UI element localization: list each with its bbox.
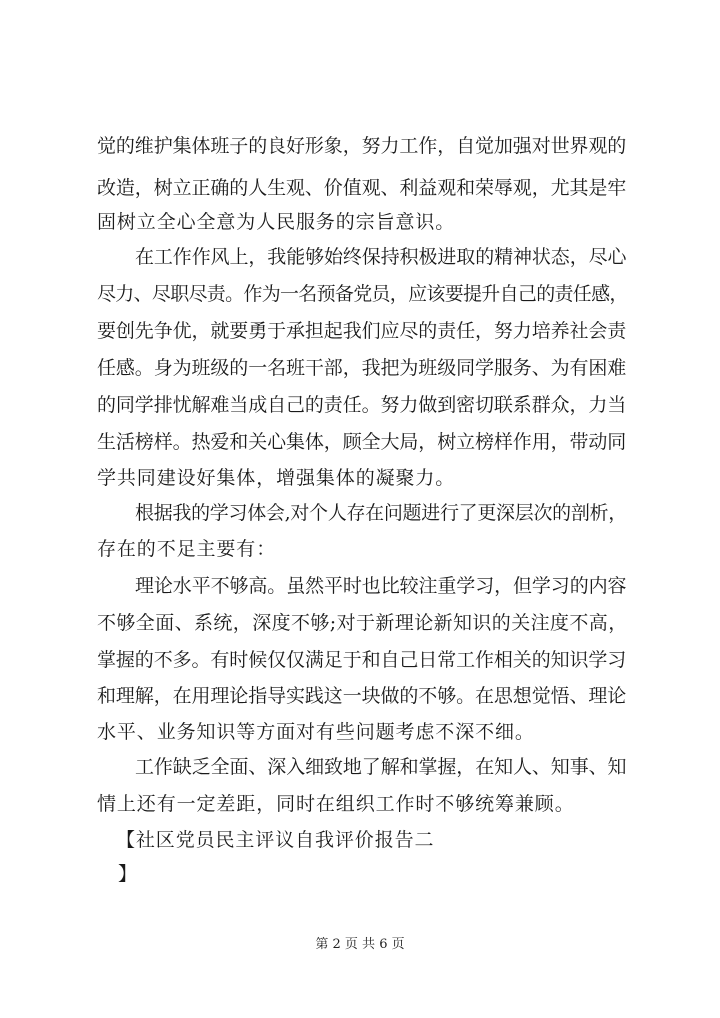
body-line-text: 尽力、尽职尽责。作为一名预备党员，应该要提升自己的责任感， xyxy=(97,283,628,305)
body-line-text: 要创先争优，就要勇于承担起我们应尽的责任，努力培养社会责 xyxy=(97,320,627,342)
section-heading-text: 】 xyxy=(118,863,138,885)
body-line-text: 改造，树立正确的人生观、价值观、利益观和荣辱观，尤其是牢 xyxy=(97,177,627,199)
body-line-text: 水平、业务知识等方面对有些问题考虑不深不细。 xyxy=(97,721,535,743)
body-line-text: 理论水平不够高。虽然平时也比较注重学习，但学习的内容 xyxy=(135,575,627,597)
body-line-text: 学共同建设好集体，增强集体的凝聚力。 xyxy=(97,467,456,489)
body-line-text: 在工作作风上，我能够始终保持积极进取的精神状态，尽心 xyxy=(135,246,627,268)
body-line-text: 存在的不足主要有： xyxy=(97,538,277,560)
body-line-text: 不够全面、系统，深度不够;对于新理论新知识的关注度不高， xyxy=(97,612,628,634)
body-line-text: 觉的维护集体班子的良好形象，努力工作，自觉加强对世界观的 xyxy=(97,135,627,157)
body-line-text: 根据我的学习体会,对个人存在问题进行了更深层次的剖析， xyxy=(135,502,627,524)
body-line-text: 生活榜样。热爱和关心集体，顾全大局，树立榜样作用，带动同 xyxy=(97,431,627,453)
body-line-text: 的同学排忧解难当成自己的责任。努力做到密切联系群众，力当 xyxy=(97,394,627,416)
body-line-text: 和理解，在用理论指导实践这一块做的不够。在思想觉悟、理论 xyxy=(97,685,627,707)
section-heading-text: 【社区党员民主评议自我评价报告二 xyxy=(116,829,435,851)
body-line-text: 工作缺乏全面、深入细致地了解和掌握，在知人、知事、知 xyxy=(135,756,627,778)
body-line-text: 任感。身为班级的一名班干部，我把为班级同学服务、为有困难 xyxy=(97,357,627,379)
body-line-text: 情上还有一定差距，同时在组织工作时不够统筹兼顾。 xyxy=(97,793,575,815)
body-line-text: 掌握的不多。有时候仅仅满足于和自己日常工作相关的知识学习 xyxy=(97,649,627,671)
page-number-footer: 第 2 页 共 6 页 xyxy=(315,937,405,952)
body-line-text: 固树立全心全意为人民服务的宗旨意识。 xyxy=(97,211,456,233)
